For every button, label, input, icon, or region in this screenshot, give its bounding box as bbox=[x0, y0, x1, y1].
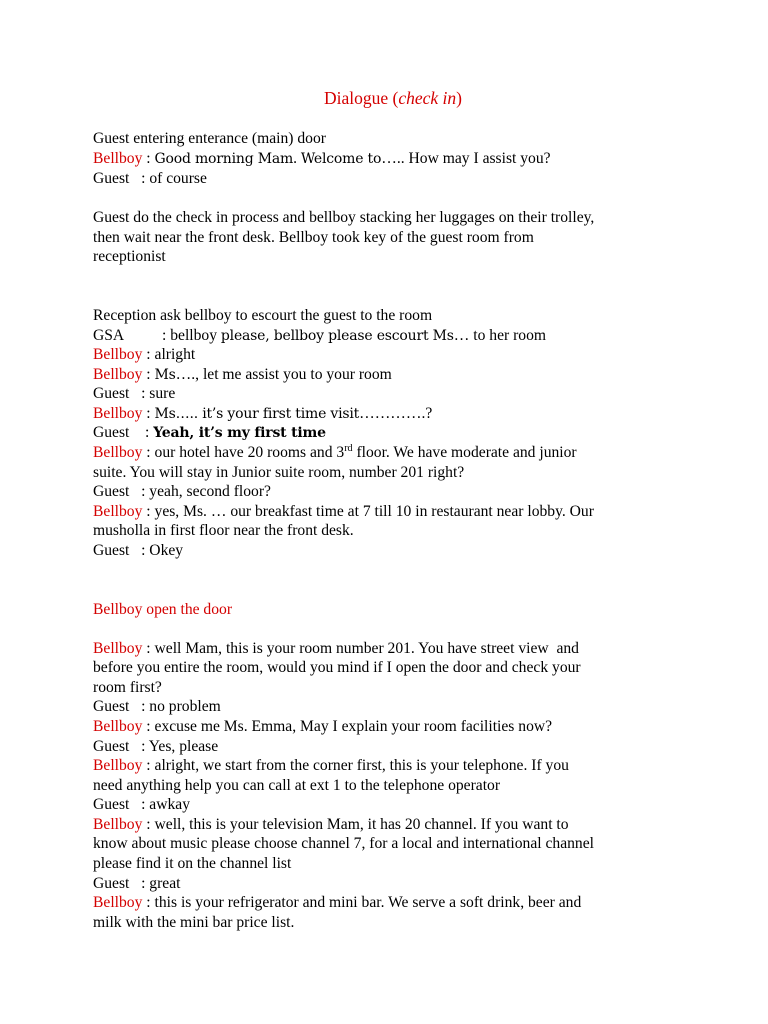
dialogue-line bbox=[93, 169, 693, 189]
dialogue-line bbox=[93, 854, 693, 874]
dialogue-line bbox=[93, 776, 693, 796]
speaker-bellboy: Bellboy bbox=[93, 894, 143, 911]
dialogue-line bbox=[93, 834, 693, 854]
dialogue-line bbox=[93, 502, 693, 522]
narration-line bbox=[93, 247, 693, 267]
dialogue-text: Ms….. it’s your first time visit bbox=[154, 406, 360, 422]
dialogue-line bbox=[93, 874, 693, 894]
dialogue-line bbox=[93, 815, 693, 835]
superscript: rd bbox=[344, 443, 353, 454]
narration-line bbox=[93, 306, 693, 326]
dialogue-text: Ms bbox=[154, 367, 176, 383]
speaker-bellboy: Bellboy bbox=[93, 405, 143, 422]
dialogue-line bbox=[93, 482, 693, 502]
dialogue-text: milk with the mini bar price list. bbox=[93, 914, 295, 931]
speaker-guest: Guest bbox=[93, 170, 130, 187]
dialogue-text: : of course bbox=[129, 170, 207, 187]
narration-text: Guest entering enterance (main) door bbox=[93, 130, 326, 147]
dialogue-line bbox=[93, 913, 693, 933]
dialogue-line bbox=[93, 521, 693, 541]
narration-text: Guest do the check in process and bellboy stacking her luggages on their trolley, bbox=[93, 209, 595, 226]
dialogue-line bbox=[93, 404, 693, 425]
dialogue-line bbox=[93, 756, 693, 776]
dialogue-text: : our hotel have 20 rooms and 3 bbox=[142, 444, 345, 461]
dialogue-line bbox=[93, 678, 693, 698]
dialogue-text: : alright bbox=[142, 346, 196, 363]
narration-line bbox=[93, 129, 693, 149]
dialogue-text: Guest : Okey bbox=[93, 542, 184, 559]
dialogue-text: Good morning Mam bbox=[154, 151, 294, 167]
speaker-bellboy: Bellboy bbox=[93, 366, 143, 383]
dialogue-line bbox=[93, 737, 693, 757]
dialogue-text: : well Mam, this is your room number 201. You have street view and bbox=[142, 640, 579, 657]
dialogue-text: Welcome to bbox=[300, 151, 382, 167]
dialogue-line bbox=[93, 463, 693, 483]
dialogue-text: room first? bbox=[93, 679, 162, 696]
dialogue-line bbox=[93, 893, 693, 913]
title-close: ) bbox=[456, 88, 462, 108]
narration-text: Reception ask bellboy to escourt the guest to the room bbox=[93, 307, 433, 324]
dialogue-line bbox=[93, 717, 693, 737]
dialogue-line bbox=[93, 658, 693, 678]
dialogue-text: : yes, Ms. … our breakfast time at 7 till 10 in restaurant near lobby. Our bbox=[142, 503, 594, 520]
colon: : bbox=[142, 366, 155, 383]
dialogue-text: : well, this is your television Mam, it has 20 channel. If you want to bbox=[142, 816, 569, 833]
dialogue-text: …., let me assist you to your room bbox=[175, 366, 392, 383]
narration-text: then wait near the front desk. Bellboy took key of the guest room from bbox=[93, 229, 534, 246]
speaker-bellboy: Bellboy bbox=[93, 503, 143, 520]
dialogue-line bbox=[93, 365, 693, 386]
dialogue-text: Guest : yeah, second floor? bbox=[93, 483, 271, 500]
speaker-bellboy: Bellboy bbox=[93, 640, 143, 657]
dialogue-line bbox=[93, 326, 693, 347]
speaker-bellboy: Bellboy bbox=[93, 718, 143, 735]
dialogue-text: : alright, we start from the corner first, this is your telephone. If you bbox=[142, 757, 569, 774]
dialogue-text: floor. We have moderate and junior bbox=[352, 444, 577, 461]
dialogue-text: please, bellboy please escourt Ms bbox=[220, 328, 454, 344]
dialogue-text: Guest : no problem bbox=[93, 698, 221, 715]
dialogue-text: know about music please choose channel 7, for a local and international channel bbox=[93, 835, 594, 852]
title-text: Dialogue ( bbox=[324, 88, 399, 108]
speaker-bellboy: Bellboy bbox=[93, 757, 143, 774]
dialogue-text: Guest : Yes, please bbox=[93, 738, 219, 755]
dialogue-text: ………….? bbox=[359, 405, 433, 422]
dialogue-text: suite. You will stay in Junior suite room, number 201 right? bbox=[93, 464, 465, 481]
dialogue-text: . bbox=[293, 150, 301, 167]
dialogue-text: Guest : awkay bbox=[93, 796, 191, 813]
title-italic: check in bbox=[398, 88, 457, 108]
section-heading bbox=[93, 600, 693, 620]
speaker-gsa: GSA bbox=[93, 327, 125, 344]
speaker-bellboy: Bellboy bbox=[93, 444, 143, 461]
speaker-bellboy: Bellboy bbox=[93, 816, 143, 833]
dialogue-line bbox=[93, 149, 693, 170]
dialogue-line bbox=[93, 345, 693, 365]
dialogue-line bbox=[93, 795, 693, 815]
dialogue-line bbox=[93, 423, 693, 444]
dialogue-text: Guest : great bbox=[93, 875, 181, 892]
dialogue-line bbox=[93, 697, 693, 717]
speaker-bellboy: Bellboy bbox=[93, 150, 143, 167]
narration-line bbox=[93, 228, 693, 248]
dialogue-text: need anything help you can call at ext 1 to the telephone operator bbox=[93, 777, 501, 794]
colon: : bbox=[142, 405, 155, 422]
dialogue-line bbox=[93, 639, 693, 659]
dialogue-line bbox=[93, 541, 693, 561]
dialogue-text: : this is your refrigerator and mini bar. We serve a soft drink, beer and bbox=[142, 894, 582, 911]
dialogue-text: please find it on the channel list bbox=[93, 855, 292, 872]
speaker-bellboy: Bellboy bbox=[93, 346, 143, 363]
dialogue-text: musholla in first floor near the front desk. bbox=[93, 522, 354, 539]
dialogue-text: … to her room bbox=[453, 327, 546, 344]
page-title bbox=[93, 88, 693, 109]
dialogue-text: Yeah, it’s my first time bbox=[153, 425, 326, 441]
narration-line bbox=[93, 208, 693, 228]
dialogue-line bbox=[93, 384, 693, 404]
colon: : bbox=[142, 150, 155, 167]
dialogue-text: before you entire the room, would you mind if I open the door and check your bbox=[93, 659, 581, 676]
section-heading-text: Bellboy open the door bbox=[93, 601, 233, 618]
dialogue-text: : bellboy bbox=[162, 327, 221, 344]
speaker-guest: Guest : bbox=[93, 424, 154, 441]
dialogue-line bbox=[93, 443, 693, 463]
dialogue-text: Guest : sure bbox=[93, 385, 176, 402]
narration-text: receptionist bbox=[93, 248, 166, 265]
dialogue-text: ….. How may I assist you? bbox=[381, 150, 551, 167]
dialogue-text: : excuse me Ms. Emma, May I explain your room facilities now? bbox=[142, 718, 553, 735]
